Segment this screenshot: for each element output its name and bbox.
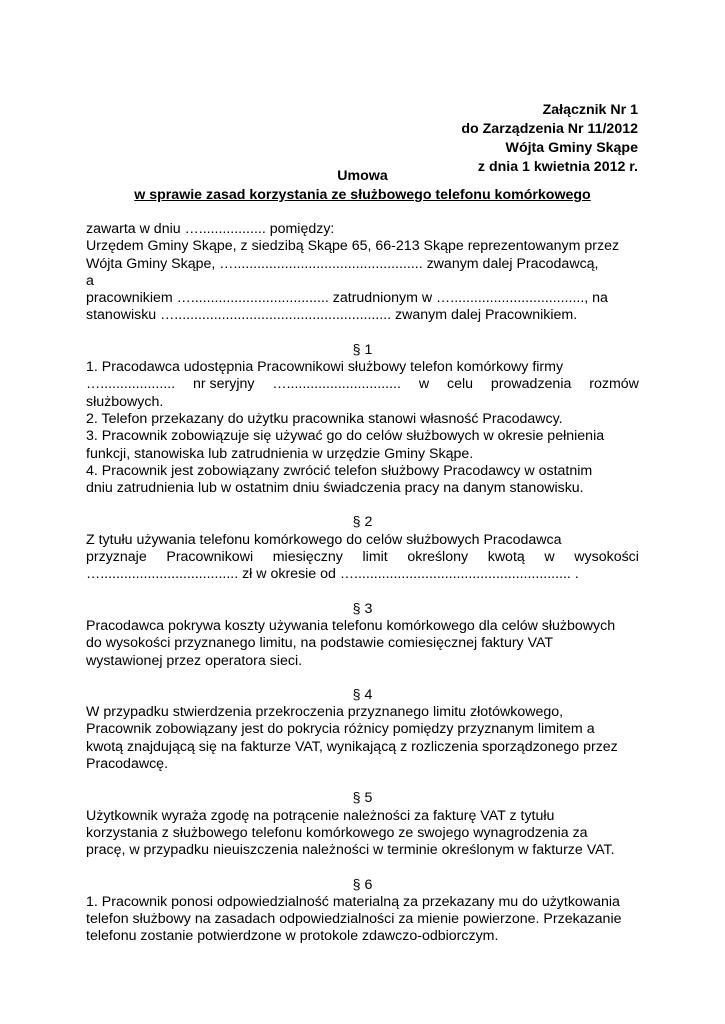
section-2 bbox=[86, 514, 639, 583]
section-5 bbox=[86, 790, 639, 859]
word: w bbox=[418, 376, 430, 393]
intro-line: pracownikiem …................................... zatrudnionym w ….................................., na bbox=[86, 290, 608, 307]
document-title bbox=[86, 167, 639, 205]
section-heading: § 4 bbox=[352, 686, 373, 703]
paragraph-line: kwotą znajdującą się na fakturze VAT, wynikającą z rozliczenia sporządzonego przez bbox=[86, 738, 618, 755]
paragraph-line bbox=[86, 376, 639, 393]
attachment-number: Załącznik Nr 1 bbox=[542, 102, 638, 118]
paragraph-line: Z tytułu używania telefonu komórkowego do celów służbowych Pracodawca bbox=[86, 531, 562, 548]
word: kwotą bbox=[487, 549, 525, 566]
section-4 bbox=[86, 687, 639, 773]
title-main: Umowa bbox=[337, 168, 388, 184]
section-heading: § 3 bbox=[352, 600, 373, 617]
paragraph-line: dniu zatrudnienia lub w ostatnim dniu świadczenia pracy na danym stanowisku. bbox=[86, 480, 584, 497]
paragraph-line: …................................... zł w okresie od …....................................................... . bbox=[86, 566, 579, 583]
intro-line: zawarta w dniu …................. pomiędzy: bbox=[86, 221, 335, 237]
word: limit bbox=[362, 549, 388, 566]
attachment-date: z dnia 1 kwietnia 2012 r. bbox=[477, 159, 638, 175]
attachment-header bbox=[461, 101, 638, 177]
paragraph-line: korzystania z służbowego telefonu komórkowego ze swojego wynagrodzenia za bbox=[86, 824, 588, 841]
paragraph-line: 1. Pracownik ponosi odpowiedzialność materialną za przekazany mu do użytkowania bbox=[86, 893, 620, 910]
title-subtitle: w sprawie zasad korzystania ze służbowego telefonu komórkowego bbox=[134, 187, 591, 203]
paragraph-line: Użytkownik wyraża zgodę na potrącenie należności za fakturę VAT z tytułu bbox=[86, 807, 555, 824]
serial-number-blank: …............................. bbox=[272, 376, 401, 393]
paragraph-line: Pracodawcę. bbox=[86, 756, 169, 773]
paragraph-line: wystawionej przez operatora sieci. bbox=[86, 652, 303, 669]
phone-model-blank: …................... bbox=[86, 376, 176, 393]
word: nr seryjny bbox=[193, 376, 255, 393]
attachment-issuer: Wójta Gminy Skąpe bbox=[505, 140, 638, 156]
section-heading: § 6 bbox=[352, 876, 373, 893]
section-3 bbox=[86, 601, 639, 670]
paragraph-line bbox=[86, 549, 639, 566]
word: wysokości bbox=[574, 549, 639, 566]
word: określony bbox=[407, 549, 469, 566]
paragraph-line: 1. Pracodawca udostępnia Pracownikowi służbowy telefon komórkowy firmy bbox=[86, 359, 564, 376]
section-heading: § 2 bbox=[352, 514, 373, 531]
paragraph-line: służbowych. bbox=[86, 393, 164, 410]
intro-line: Urzędem Gminy Skąpe, z siedzibą Skąpe 65, 66-213 Skąpe reprezentowanym przez bbox=[86, 238, 620, 255]
section-heading: § 5 bbox=[352, 790, 373, 807]
paragraph-line: telefon służbowy na zasadach odpowiedzialności za mienie powierzone. Przekazanie bbox=[86, 911, 622, 928]
paragraph-line: pracę, w przypadku nieuiszczenia należności w terminie określonym w fakturze VAT. bbox=[86, 842, 615, 859]
intro-line: a bbox=[86, 272, 94, 289]
section-heading: § 1 bbox=[352, 341, 373, 358]
word: prowadzenia bbox=[490, 376, 572, 393]
paragraph-line: Pracodawca pokrywa koszty używania telefonu komórkowego dla celów służbowych bbox=[86, 617, 616, 634]
paragraph-line: 3. Pracownik zobowiązuje się używać go do celów służbowych w okresie pełnienia bbox=[86, 428, 605, 445]
paragraph-line: do wysokości przyznanego limitu, na podstawie comiesięcznej faktury VAT bbox=[86, 635, 554, 652]
paragraph-line: Pracownik zobowiązany jest do pokrycia różnicy pomiędzy przyznanym limitem a bbox=[86, 721, 595, 738]
word: celu bbox=[446, 376, 473, 393]
intro-section bbox=[86, 221, 639, 325]
word: rozmów bbox=[589, 376, 639, 393]
paragraph-line: 4. Pracownik jest zobowiązany zwrócić telefon służbowy Pracodawcy w ostatnim bbox=[86, 462, 593, 479]
attachment-regulation: do Zarządzenia Nr 11/2012 bbox=[461, 121, 638, 137]
section-1 bbox=[86, 342, 639, 498]
paragraph-line: 2. Telefon przekazany do użytku pracownika stanowi własność Pracodawcy. bbox=[86, 410, 563, 427]
paragraph-line: W przypadku stwierdzenia przekroczenia przyznanego limitu złotówkowego, bbox=[86, 704, 564, 721]
word: Pracownikowi bbox=[166, 549, 254, 566]
word: przyznaje bbox=[86, 549, 147, 566]
word: w bbox=[544, 549, 555, 566]
word: miesięczny bbox=[272, 549, 343, 566]
paragraph-line: telefonu zostanie potwierdzone w protokole zdawczo-odbiorczym. bbox=[86, 928, 499, 945]
document-body bbox=[86, 221, 639, 946]
intro-line: Wójta Gminy Skąpe, …................................................ zwanym dalej Pracodawcą, bbox=[86, 255, 599, 272]
section-6 bbox=[86, 877, 639, 946]
paragraph-line: funkcji, stanowiska lub zatrudnienia w urzędzie Gminy Skąpe. bbox=[86, 445, 474, 462]
intro-line: stanowisku …....................................................... zwanym dalej Pracownikiem. bbox=[86, 307, 578, 324]
